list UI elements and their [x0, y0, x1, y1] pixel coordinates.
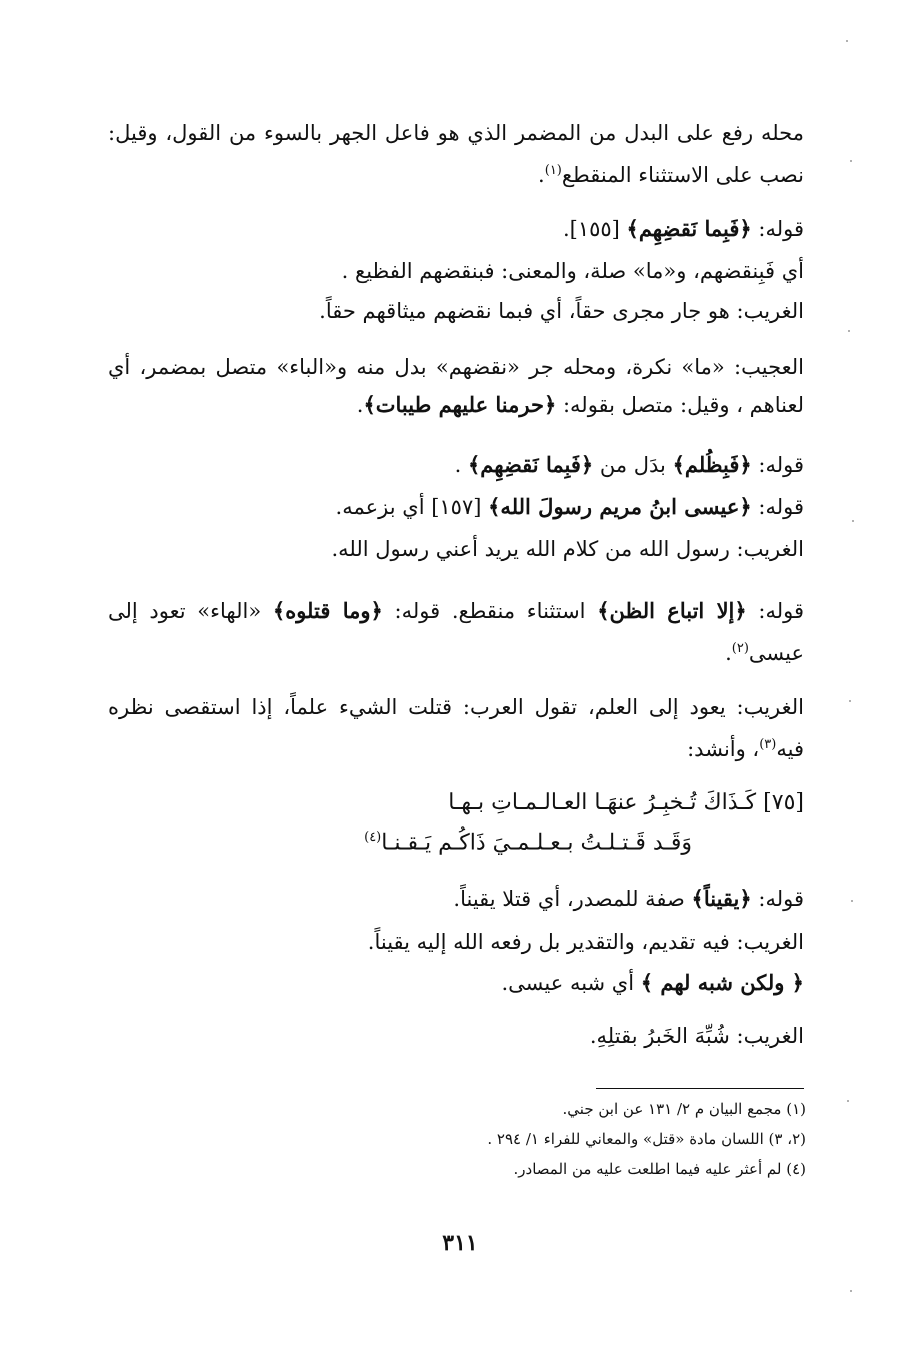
connector-text: استثناء منقطع. قوله:	[382, 599, 598, 623]
paragraph-gharib-ilm	[108, 688, 804, 768]
paragraph-zann	[108, 592, 804, 672]
quran-quote: ﴿إلا اتباع الظن﴾	[597, 598, 747, 623]
quran-quote: ﴿حرمنا عليهم طيبات﴾	[363, 392, 557, 417]
punctuation: .	[356, 393, 364, 417]
verse-hemistich: وَقَـد قَـتـلـتُ بـعـلـمـيَ ذَاكُـم يَـقـنـا	[381, 830, 692, 856]
scan-speck	[849, 700, 851, 702]
page-number: ٣١١	[442, 1230, 478, 1256]
scan-speck	[851, 900, 853, 902]
paragraph-text: محله رفع على البدل من المضمر الذي هو فاعل الجهر بالسوء من القول، وقيل: نصب على الاستثناء المنقطع	[108, 121, 804, 187]
scan-speck	[846, 40, 848, 42]
footnote-ref: (١)	[544, 163, 562, 178]
quran-quote: ﴿وما قتلوه﴾	[272, 598, 383, 623]
gharib-line: الغريب: هو جار مجرى حقاً، أي فبما نقضهم ميثاقهم حقاً.	[319, 299, 804, 323]
punctuation: .	[454, 453, 468, 477]
label-qawluhu: قوله:	[751, 453, 804, 477]
scan-speck	[852, 520, 854, 522]
footnote: (١) مجمع البيان م ٢/ ١٣١ عن ابن جني.	[562, 1100, 806, 1118]
quran-quote: ﴿يقيناً﴾	[691, 886, 752, 911]
punctuation: .	[538, 163, 545, 187]
quran-quote: ﴿عيسى ابنُ مريم رسولَ الله﴾	[488, 494, 752, 519]
connector-text: بدَل من	[593, 453, 673, 477]
verse-number: [٧٥]	[763, 790, 804, 815]
comment-line-157	[336, 494, 804, 519]
gharib-line: الغريب: رسول الله من كلام الله يريد أعني رسول الله.	[331, 537, 804, 561]
quran-quote: ﴿فَبِما نَقضِهِم﴾	[468, 452, 594, 477]
paragraph-text: ، وأنشد:	[687, 737, 760, 761]
footnote: (٢، ٣) اللسان مادة «قتل» والمعاني للفراء ١/ ٢٩٤ .	[487, 1130, 806, 1148]
quran-quote: ﴿ ولكن شبه لهم ﴾	[640, 970, 804, 995]
scan-speck	[850, 1290, 852, 1292]
verse-line-1	[448, 790, 804, 815]
paragraph-ajib	[108, 348, 804, 424]
explanation-text: صفة للمصدر، أي قتلا يقيناً.	[453, 887, 692, 911]
verse-ref: [١٥٥].	[562, 217, 627, 241]
scan-speck	[848, 330, 850, 332]
comment-line-155	[563, 216, 804, 241]
paragraph-intro	[108, 114, 804, 194]
gharib-line: الغريب: فيه تقديم، والتقدير بل رفعه الله إليه يقيناً.	[367, 930, 804, 954]
verse-hemistich: كَـذَاكَ تُـخبِـرُ عنهَـا العـالـمـاتِ بـهـا	[448, 790, 757, 815]
paragraph-text: الغريب: يعود إلى العلم، تقول العرب: قتلت الشيء علماً، إذا استقصى نظره فيه	[108, 695, 804, 761]
paragraph-text: «الهاء» تعود إلى عيسى	[108, 599, 804, 665]
gharib-line: الغريب: شُبِّهَ الخَبرُ بقتلِهِ.	[589, 1024, 804, 1048]
footnote-ref: (٢)	[731, 641, 749, 656]
explanation-line: أي فَبِنقضهم، و«ما» صلة، والمعنى: فبنقضهم الفظيع .	[341, 259, 804, 283]
footnote: (٤) لم أعثر عليه فيما اطلعت عليه من المصادر.	[513, 1160, 806, 1178]
footnote-divider	[596, 1088, 804, 1089]
label-qawluhu: قوله:	[751, 495, 804, 519]
quran-quote: ﴿فَبِظُلم﴾	[672, 452, 752, 477]
label-qawluhu: قوله:	[751, 217, 804, 241]
verse-line-2	[364, 830, 692, 855]
explanation-text: أي شبه عيسى.	[501, 971, 641, 995]
quran-quote: ﴿فَبِما نَقضِهِم﴾	[626, 216, 752, 241]
punctuation: .	[725, 641, 732, 665]
comment-line-yaqinan	[453, 886, 804, 911]
paragraph-text: العجيب: «ما» نكرة، ومحله جر «نقضهم» بدل منه و«الباء» متصل بمضمر، أي لعناهم ، وقيل: متصل بقوله:	[108, 355, 804, 417]
label-qawluhu: قوله:	[746, 599, 805, 623]
scan-speck	[847, 1100, 849, 1102]
verse-ref: [١٥٧] أي بزعمه.	[335, 495, 489, 519]
scan-speck	[850, 160, 852, 162]
label-qawluhu: قوله:	[751, 887, 804, 911]
comment-line-bizulm	[455, 452, 804, 477]
footnote-ref: (٤)	[364, 830, 382, 845]
comment-line-shubbiha	[501, 970, 804, 995]
footnote-ref: (٣)	[759, 737, 777, 752]
